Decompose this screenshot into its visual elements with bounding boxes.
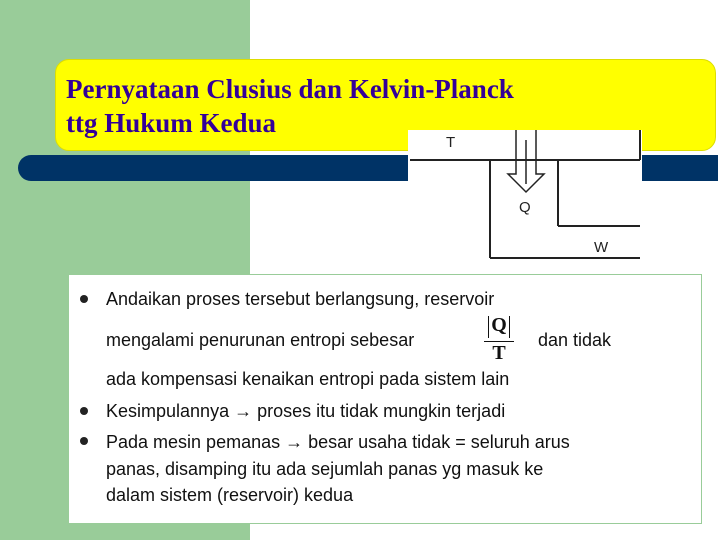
bullet-dot-2 [80, 407, 88, 415]
abs-bar-right [509, 316, 510, 338]
diagram-label-t: T [446, 134, 456, 151]
entropy-fraction [484, 314, 514, 366]
bullet-2-line-1: Kesimpulannya → proses itu tidak mungkin terjadi [106, 401, 506, 421]
bullet-3-line-2: panas, disamping itu ada sejumlah panas yg masuk ke [106, 459, 544, 479]
bullet-dot-3 [80, 437, 88, 445]
bullet-1-line-2a: mengalami penurunan entropi sebesar [106, 330, 415, 350]
title-line-2: ttg Hukum Kedua [66, 108, 277, 138]
fraction-denominator: T [492, 342, 506, 364]
bullet-dot-1 [80, 295, 88, 303]
heat-engine-diagram [372, 130, 642, 262]
bullet-1-line-3: ada kompensasi kenaikan entropi pada sistem lain [106, 369, 510, 389]
bullet-3-line-1: Pada mesin pemanas → besar usaha tidak = seluruh arus [106, 432, 570, 452]
bullet-1-line-1: Andaikan proses tersebut berlangsung, reservoir [106, 289, 495, 309]
title-line-1: Pernyataan Clusius dan Kelvin-Planck [66, 74, 514, 104]
fraction-numerator: Q [491, 314, 507, 336]
bullet-3-line-3: dalam sistem (reservoir) kedua [106, 485, 354, 505]
diagram-label-w: W [594, 239, 609, 256]
bullet-1-line-2b: dan tidak [538, 330, 612, 350]
diagram-label-q: Q [519, 199, 531, 216]
